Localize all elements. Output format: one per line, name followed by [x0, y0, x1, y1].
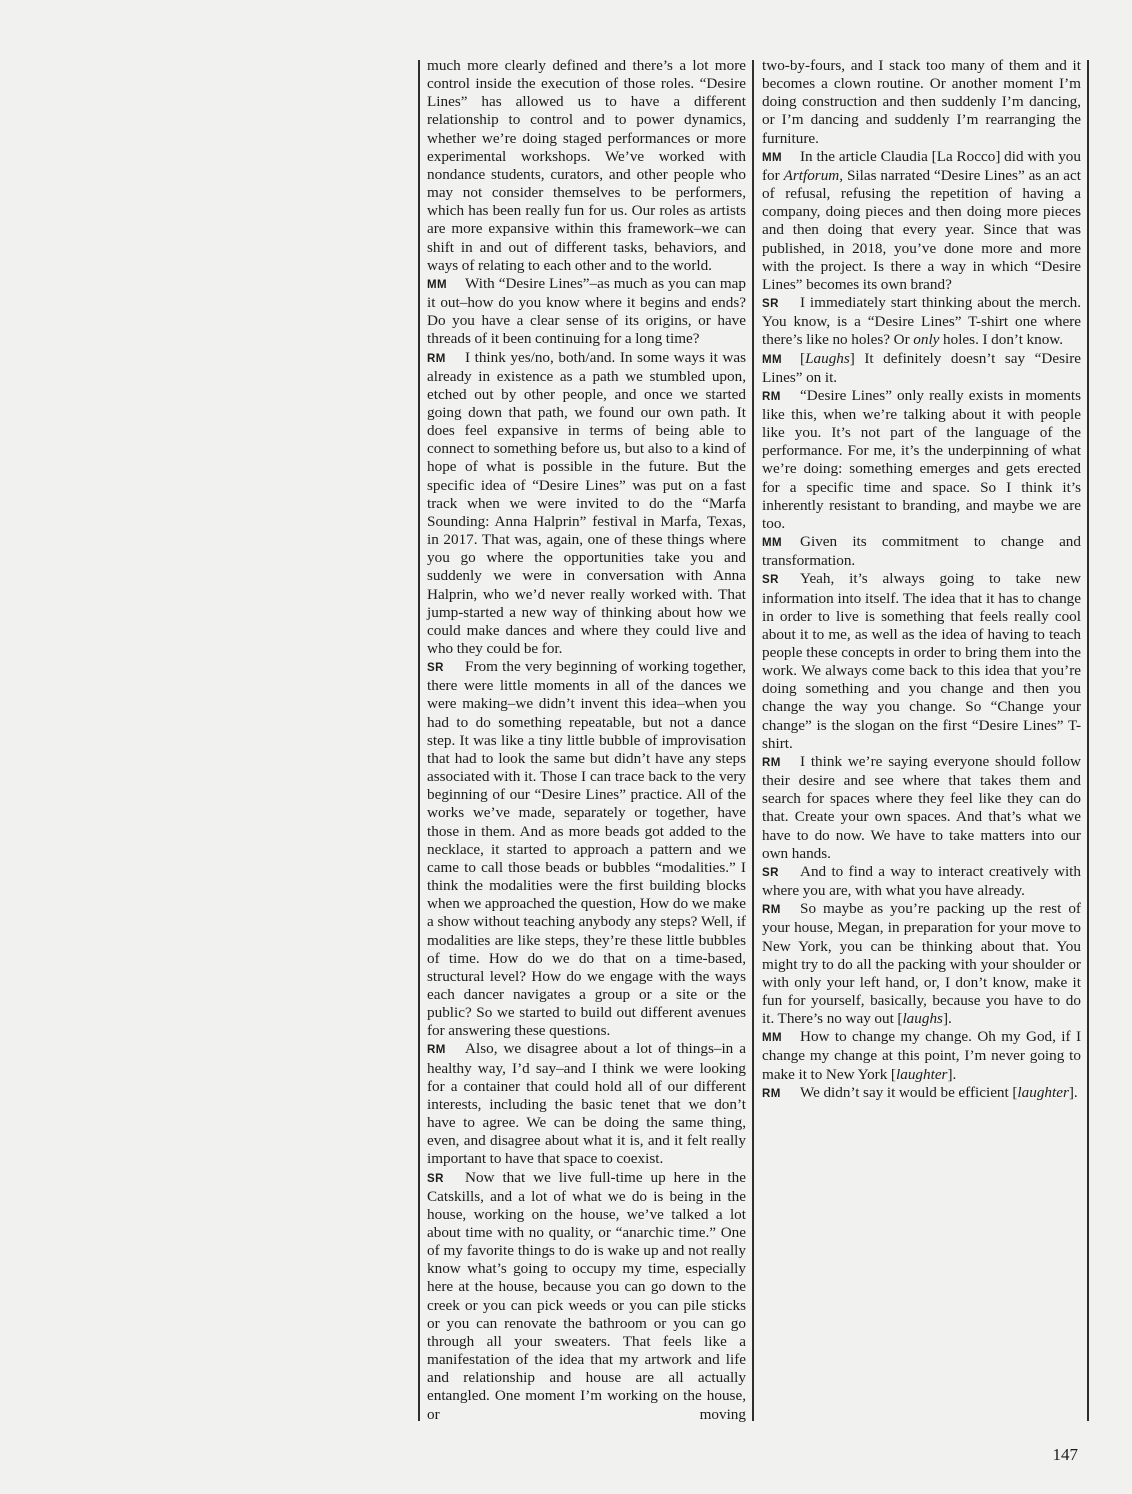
paragraph: two-by-fours, and I stack too many of them and it becomes a clown routine. Or another moment I’m doing construction and then suddenly I’m dancing, or I’m dancing and suddenly I’m rearranging the furniture.: [762, 57, 1081, 147]
paragraph: RM “Desire Lines” only really exists in moments like this, when we’re talking about it with people like you. It’s not part of the language of the performance. For me, it’s the underpinning of what we’re doing: something emerges and gets erected for a specific time and space. So I think it’s inherently resistant to branding, and maybe we are too.: [762, 386, 1081, 532]
speaker-label: MM: [762, 537, 782, 550]
paragraph: much more clearly defined and there’s a lot more control inside the execution of those roles. “Desire Lines” has allowed us to have a different relationship to control and to power dynamics, whether we’re doing staged performances or more experimental workshops. We’ve worked with nondance students, curators, and other people who may not consider themselves to be performers, which has been really fun for us. Our roles as artists are more expansive within this framework–we can shift in and out of different tasks, behaviors, and ways of relating to each other and to the world.: [427, 57, 746, 274]
right-column: [762, 57, 1081, 1103]
speaker-label: SR: [427, 1172, 444, 1185]
speaker-label: MM: [762, 151, 782, 164]
speaker-label: MM: [762, 353, 782, 366]
italic-text: laughs: [902, 1010, 943, 1028]
paragraph: SR Now that we live full-time up here in the Catskills, and a lot of what we do is being in the house, working on the house, we’ve talked a lot about time with no quality, or “anarchic time.” One of my favorite things to do is wake up and not really know what’s going to occupy my time, especially here at the house, because you can go down to the creek or you can pick weeds or you can pile sticks or you can renovate the bathroom or you can go through all your sweaters. That feels like a manifestation of the idea that my artwork and life and relationship and house are all actually entangled. One moment I’m working on the house, or moving: [427, 1168, 746, 1423]
paragraph: MM Given its commitment to change and transformation.: [762, 533, 1081, 570]
speaker-label: RM: [762, 390, 781, 403]
italic-text: laughter: [896, 1065, 948, 1083]
paragraph: MM With “Desire Lines”–as much as you can map it out–how do you know where it begins and ends? Do you have a clear sense of its origins, or have threads of it been continuing for a long time?: [427, 274, 746, 348]
speaker-label: SR: [762, 298, 779, 311]
paragraph: SR And to find a way to interact creatively with where you are, with what you have already.: [762, 862, 1081, 900]
right-column-rule: [1087, 60, 1089, 1421]
left-column: [427, 57, 746, 1424]
paragraph: MM [Laughs] It definitely doesn’t say “Desire Lines” on it.: [762, 349, 1081, 386]
left-column-rule: [418, 60, 420, 1421]
paragraph: RM We didn’t say it would be efficient [laughter].: [762, 1084, 1081, 1103]
paragraph: RM So maybe as you’re packing up the rest of your house, Megan, in preparation for your move to New York, you can be thinking about that. You might try to do all the packing with your shoulder or with only your left hand, or, I don’t know, make it fun for yourself, basically, because you have to do it. There’s no way out [laughs].: [762, 900, 1081, 1028]
paragraph: MM In the article Claudia [La Rocco] did with you for Artforum, Silas narrated “Desire Lines” as an act of refusal, refusing the repetition of having a company, doing pieces and then doing more pieces and then doing that every year. Since that was published, in 2018, you’ve done more and more with the project. Is there a way in which “Desire Lines” becomes its own brand?: [762, 147, 1081, 293]
page-number: 147: [1052, 1445, 1078, 1464]
italic-text: Laughs: [805, 349, 850, 367]
speaker-label: SR: [427, 662, 444, 675]
speaker-label: MM: [427, 278, 447, 291]
speaker-label: RM: [427, 352, 446, 365]
italic-text: laughter: [1017, 1083, 1069, 1101]
paragraph: RM Also, we disagree about a lot of things–in a healthy way, I’d say–and I think we were looking for a container that could hold all of our different interests, including the basic tenet that we don’t have to agree. We can be doing the same thing, even, and disagree about what it is, and it felt really important to have that space to coexist.: [427, 1040, 746, 1168]
speaker-label: MM: [762, 1032, 782, 1045]
paragraph: RM I think yes/no, both/and. In some ways it was already in existence as a path we stumbled upon, etched out by other people, and once we started going down that path, we found our own path. It does feel expansive in terms of being able to connect to something before us, but also to a kind of hope of what is possible in the future. But the specific idea of “Desire Lines” was put on a fast track when we were invited to do the “Marfa Sounding: Anna Halprin” festival in Marfa, Texas, in 2017. That was, again, one of these things where you go where the opportunities take you and suddenly we were in conversation with Anna Halprin, who we’d never really worked with. That jump-started a new way of thinking about how we could make dances and where they could live and who they could be for.: [427, 348, 746, 657]
italic-text: only: [913, 331, 940, 349]
speaker-label: RM: [762, 1087, 781, 1100]
speaker-label: RM: [427, 1044, 446, 1057]
paragraph: RM I think we’re saying everyone should follow their desire and see where that takes them and search for spaces where they feel like they can do that. Create your own spaces. And that’s what we have to do now. We have to take matters into our own hands.: [762, 752, 1081, 862]
speaker-label: RM: [762, 904, 781, 917]
speaker-label: RM: [762, 756, 781, 769]
paragraph: SR From the very beginning of working together, there were little moments in all of the dances we were making–we didn’t invent this idea–when you had to do something repeatable, but not a dance step. It was like a tiny little bubble of improvisation that had to look the same but didn’t have any steps associated with it. Those I can trace back to the very beginning of our “Desire Lines” practice. All of the works we’ve made, separately or together, have those in them. And as more beads got added to the necklace, it started to approach a pattern and we came to call those beads or bubbles “modalities.” I think the modalities were the first building blocks when we approached the question, How do we make a show without teaching anybody any steps? Well, if modalities are like steps, they’re these little bubbles of time. How do we do that on a time-based, structural level? How do we engage with the ways each dancer navigates a group or a site or the public? So we started to build out different avenues for answering these questions.: [427, 658, 746, 1040]
paragraph: SR I immediately start thinking about the merch. You know, is a “Desire Lines” T-shirt one where there’s like no holes? Or only holes. I don’t know.: [762, 294, 1081, 349]
speaker-label: SR: [762, 866, 779, 879]
middle-column-rule: [752, 60, 754, 1421]
paragraph: SR Yeah, it’s always going to take new information into itself. The idea that it has to change in order to live is something that feels really cool about it to me, as well as the idea of having to teach people these concepts in order to bring them into the work. We always come back to this idea that you’re doing something and you change and then you change the way you change. So “Change your change” is the slogan on the first “Desire Lines” T-shirt.: [762, 570, 1081, 752]
speaker-label: SR: [762, 574, 779, 587]
paragraph: MM How to change my change. Oh my God, if I change my change at this point, I’m never going to make it to New York [laughter].: [762, 1028, 1081, 1083]
italic-text: Artforum: [783, 166, 840, 184]
